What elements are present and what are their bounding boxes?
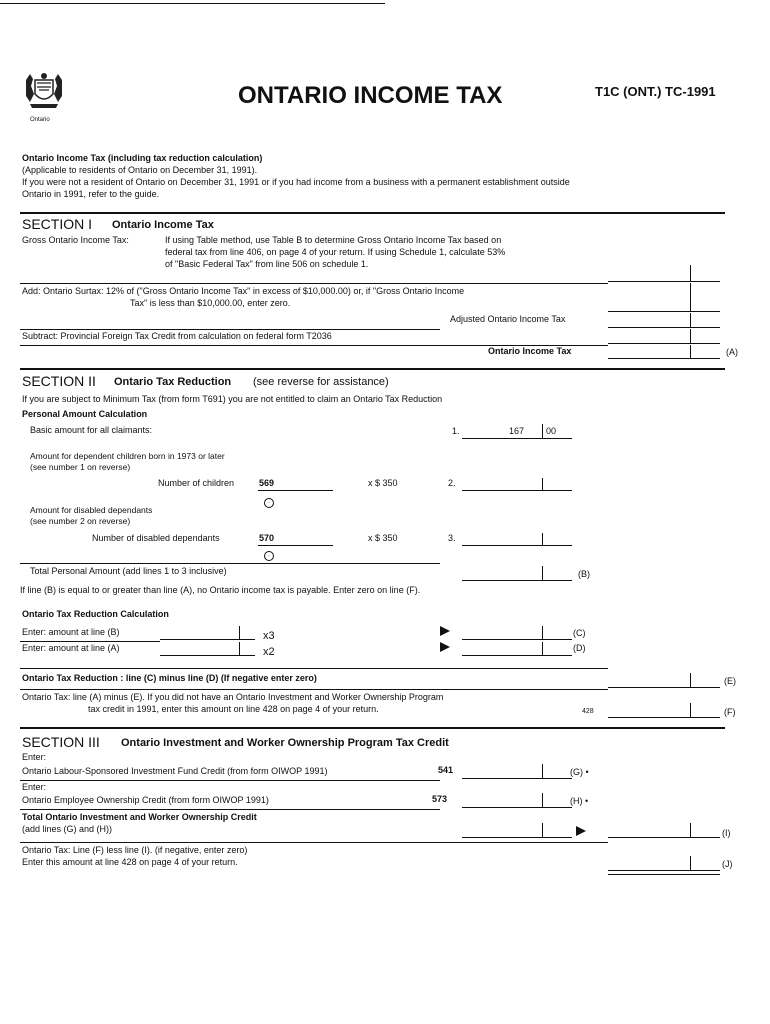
surtax-text-1: Add: Ontario Surtax: 12% of ("Gross Ontario Income Tax" in excess of $10,000.00) or, if "Gross Ontario Income (22, 286, 465, 296)
ontario-tax-cents-divider (690, 345, 691, 358)
labour-credit-code: 541 (438, 765, 454, 775)
children-amount-input[interactable] (462, 490, 572, 491)
line-e-input[interactable] (608, 687, 720, 688)
employee-cents-divider (542, 793, 543, 807)
arrow-d-icon (440, 642, 450, 652)
times-two: x2 (263, 646, 275, 658)
children-info-icon: · (264, 498, 274, 508)
arrow-c-icon (440, 626, 450, 636)
enter-a-cents-divider (239, 642, 240, 655)
basic-amount-label: Basic amount for all claimants: (30, 425, 153, 435)
employee-credit-input[interactable] (462, 807, 572, 808)
surtax-entry-line[interactable] (608, 311, 720, 312)
children-multiplier: x $ 350 (368, 478, 398, 488)
line-f-input[interactable] (608, 717, 720, 718)
ontario-income-tax-label: Ontario Income Tax (488, 346, 572, 356)
line-428-code: 428 (582, 708, 594, 715)
reduction-calc-heading: Ontario Tax Reduction Calculation (22, 609, 169, 619)
section-2-title-note: (see reverse for assistance) (253, 376, 389, 388)
gross-tax-text-1: If using Table method, use Table B to determine Gross Ontario Income Tax based on (165, 235, 502, 245)
arrow-i-icon (576, 826, 586, 836)
section-2-label: SECTION II (22, 373, 96, 389)
section-3-title: Ontario Investment and Worker Ownership Program Tax Credit (121, 737, 449, 749)
marker-b: (B) (578, 569, 590, 579)
basic-amount-dollars: 167 (509, 426, 525, 436)
line-d-cents-divider (542, 642, 543, 655)
disabled-count-label: Number of disabled dependants (92, 533, 220, 543)
line-j-double-underline (608, 874, 720, 875)
subtract-cents-divider (690, 329, 691, 343)
enter-line-b-input[interactable] (160, 639, 255, 640)
adjusted-cents-divider (690, 313, 691, 327)
times-three: x3 (263, 630, 275, 642)
enter-a-rule (20, 641, 160, 642)
disabled-field-code: 570 (259, 533, 275, 543)
surtax-rule (20, 283, 608, 284)
children-text-2: (see number 1 on reverse) (30, 462, 131, 472)
final-rule (20, 842, 608, 843)
gross-tax-label: Gross Ontario Income Tax: (22, 235, 129, 245)
enter-line-a-label: Enter: amount at line (A) (22, 643, 120, 653)
section-1-title: Ontario Income Tax (112, 219, 214, 231)
final-tax-text-2: Enter this amount at line 428 on page 4 of your return. (22, 857, 238, 867)
line-i-cents-divider (690, 823, 691, 837)
intro-line-3: If you were not a resident of Ontario on December 31, 1991 or if you had income from a business with a permanent establishment outside (22, 177, 570, 187)
disabled-info-icon: · (264, 551, 274, 561)
line-f-cents-divider (690, 703, 691, 717)
employee-credit-code: 573 (432, 794, 448, 804)
total-credit-input[interactable] (462, 837, 572, 838)
total-credit-cents-divider (542, 823, 543, 837)
line-j-cents-divider (690, 856, 691, 870)
intro-line-4: Ontario in 1991, refer to the guide. (22, 189, 160, 199)
marker-f: (F) (724, 707, 736, 717)
surtax-text-2: Tax" is less than $10,000.00, enter zero. (130, 298, 291, 308)
line-b-note: If line (B) is equal to or greater than line (A), no Ontario income tax is payable. Enter zero on line (F). (20, 585, 421, 595)
children-count-input[interactable] (258, 490, 333, 491)
children-cents-divider (542, 478, 543, 490)
disabled-text-1: Amount for disabled dependants (30, 505, 153, 515)
total-personal-input[interactable] (462, 580, 572, 581)
enter-label-1: Enter: (22, 752, 47, 762)
line-j-input[interactable] (608, 870, 720, 871)
disabled-cents-divider (542, 533, 543, 545)
ontario-coat-of-arms-icon (22, 70, 66, 116)
section-3-label: SECTION III (22, 734, 100, 750)
top-rule (0, 3, 385, 4)
children-field-code: 569 (259, 478, 275, 488)
basic-cents-divider (542, 424, 543, 438)
adjusted-tax-label: Adjusted Ontario Income Tax (450, 314, 566, 324)
children-text-1: Amount for dependent children born in 1973 or later (30, 451, 225, 461)
basic-amount-cents: 00 (546, 426, 557, 436)
subtract-rule (20, 329, 440, 330)
total-personal-label: Total Personal Amount (add lines 1 to 3 inclusive) (30, 566, 227, 576)
children-count-label: Number of children (158, 478, 235, 488)
marker-h: (H) • (570, 796, 589, 806)
form-code: T1C (ONT.) TC-1991 (595, 84, 716, 99)
reduction-rule (20, 668, 608, 669)
marker-j: (J) (722, 859, 733, 869)
labour-credit-text: Ontario Labour-Sponsored Investment Fund Credit (from form OIWOP 1991) (22, 766, 328, 776)
section-3-rule (20, 727, 725, 729)
marker-e: (E) (724, 676, 736, 686)
subtract-entry-line[interactable] (608, 343, 720, 344)
marker-a: (A) (726, 347, 738, 357)
line-2-number: 2. (448, 478, 456, 488)
line-c-cents-divider (542, 626, 543, 639)
total-credit-rule (20, 809, 440, 810)
disabled-amount-input[interactable] (462, 545, 572, 546)
section-2-title: Ontario Tax Reduction (114, 376, 232, 388)
marker-d: (D) (573, 643, 586, 653)
section-1-label: SECTION I (22, 216, 93, 232)
enter-label-2: Enter: (22, 782, 47, 792)
enter-line-a-input[interactable] (160, 655, 255, 656)
marker-c: (C) (573, 628, 586, 638)
disabled-multiplier: x $ 350 (368, 533, 398, 543)
disabled-count-input[interactable] (258, 545, 333, 546)
total-personal-cents-divider (542, 566, 543, 580)
total-personal-rule (20, 563, 440, 564)
section-1-rule (20, 212, 725, 214)
labour-credit-input[interactable] (462, 778, 572, 779)
intro-line-2: (Applicable to residents of Ontario on December 31, 1991). (22, 165, 258, 175)
gross-tax-cents-divider (690, 265, 691, 281)
line-3-number: 3. (448, 533, 456, 543)
min-tax-note: If you are subject to Minimum Tax (from form T691) you are not entitled to claim an Ontario Tax Reduction (22, 394, 443, 404)
total-credit-text-1: Total Ontario Investment and Worker Ownership Credit (22, 812, 257, 822)
final-tax-text-1: Ontario Tax: Line (F) less line (I). (if negative, enter zero) (22, 845, 248, 855)
subtract-text: Subtract: Provincial Foreign Tax Credit from calculation on federal form T2036 (22, 331, 332, 341)
gross-tax-text-2: federal tax from line 406, on page 4 of your return. If using Schedule 1, calculate 53% (165, 247, 506, 257)
line-e-cents-divider (690, 673, 691, 687)
ontario-tax-f-text-1: Ontario Tax: line (A) minus (E). If you did not have an Ontario Investment and Worker Ownership Program (22, 692, 444, 702)
line-i-input[interactable] (608, 837, 720, 838)
surtax-cents-divider (690, 283, 691, 311)
section-2-rule (20, 368, 725, 370)
ontario-tax-f-rule (20, 689, 608, 690)
enter-b-cents-divider (239, 626, 240, 639)
employee-rule (20, 780, 440, 781)
logo-label: Ontario (30, 117, 50, 123)
ontario-tax-entry-line[interactable] (608, 358, 720, 359)
employee-credit-text: Ontario Employee Ownership Credit (from form OIWOP 1991) (22, 795, 269, 805)
marker-i: (I) (722, 828, 731, 838)
intro-line-1: Ontario Income Tax (including tax reduction calculation) (22, 153, 263, 163)
adjusted-tax-entry-line[interactable] (608, 327, 720, 328)
gross-tax-text-3: of "Basic Federal Tax" from line 506 on schedule 1. (165, 259, 369, 269)
basic-amount-line (462, 438, 572, 439)
personal-amount-heading: Personal Amount Calculation (22, 409, 148, 419)
gross-tax-entry-line[interactable] (608, 281, 720, 282)
ontario-tax-f-text-2: tax credit in 1991, enter this amount on line 428 on page 4 of your return. (88, 704, 379, 714)
page-title: ONTARIO INCOME TAX (238, 82, 503, 109)
total-credit-text-2: (add lines (G) and (H)) (22, 824, 113, 834)
marker-g: (G) • (570, 767, 589, 777)
enter-line-b-label: Enter: amount at line (B) (22, 627, 120, 637)
line-c-input[interactable] (462, 639, 572, 640)
disabled-text-2: (see number 2 on reverse) (30, 516, 131, 526)
line-1-number: 1. (452, 426, 460, 436)
tax-reduction-label: Ontario Tax Reduction : line (C) minus line (D) (If negative enter zero) (22, 673, 317, 683)
labour-cents-divider (542, 764, 543, 778)
line-d-input[interactable] (462, 655, 572, 656)
